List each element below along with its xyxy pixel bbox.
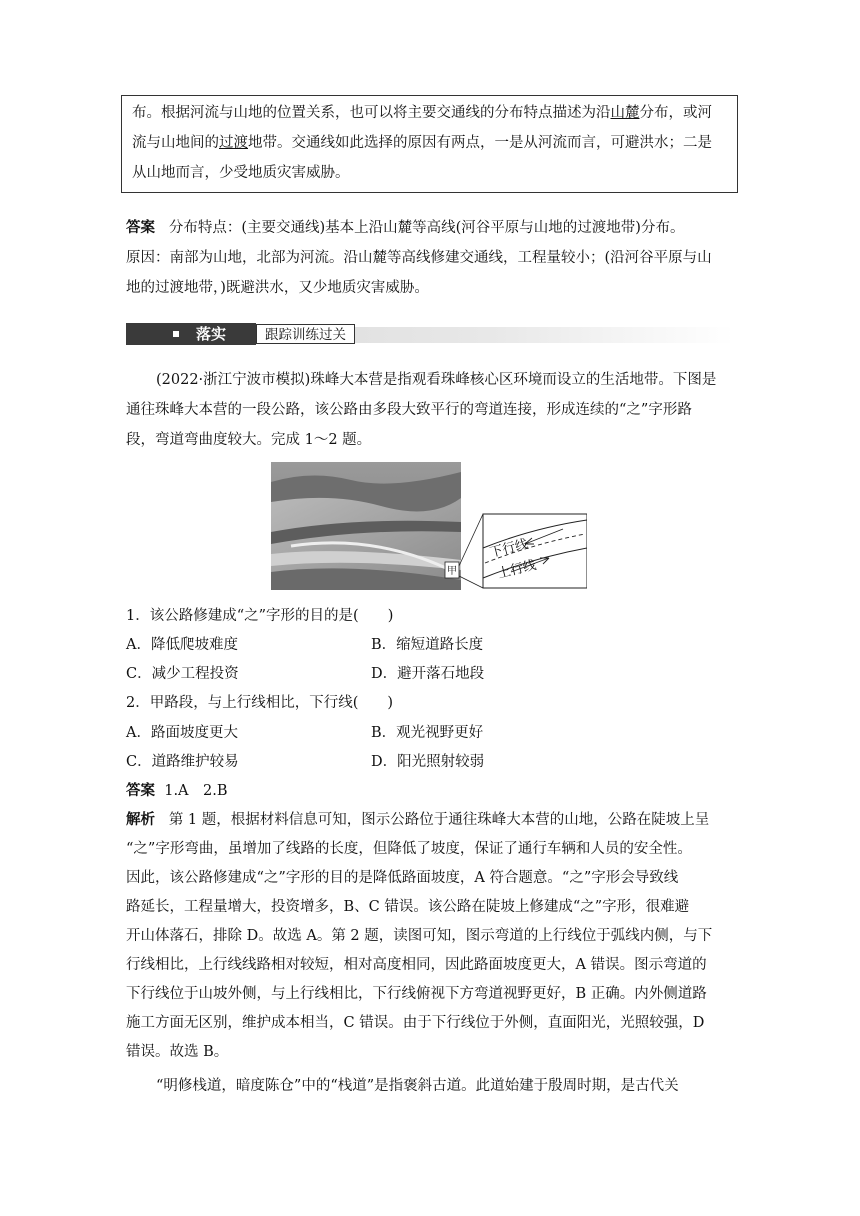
analysis-line: 路延长，工程量增大，投资增多，B、C 错误。该公路在陡坡上修建成“之”字形，很难避 [126, 899, 690, 915]
analysis-line: “之”字形弯曲，虽增加了线路的长度，但降低了坡度，保证了通行车辆和人员的安全性。 [126, 841, 692, 857]
answer-line-3: 地的过渡地带，)既避洪水，又少地质灾害威胁。 [126, 280, 429, 296]
q2-option-b: B．观光视野更好 [371, 725, 484, 741]
q1-option-d: D．避开落石地段 [371, 666, 485, 682]
analysis-line: 因此，该公路修建成“之”字形的目的是降低路面坡度，A 符合题意。“之”字形会导致线 [126, 870, 679, 886]
leader-line [459, 514, 483, 566]
question-2-stem: 2．甲路段，与上行线相比，下行线( ) [126, 695, 394, 711]
box-line-3: 从山地而言，少受地质灾害威胁。 [132, 165, 350, 181]
underlined-term: 过渡 [219, 135, 248, 151]
banner-title-block [126, 323, 256, 345]
box-line-1: 布。根据河流与山地的位置关系，也可以将主要交通线的分布特点描述为沿山麓分布，或河 [132, 105, 712, 121]
underlined-term: 山麓 [610, 105, 640, 121]
leader-line [459, 576, 483, 588]
section-banner [126, 323, 734, 347]
q1-option-c: C．减少工程投资 [126, 666, 239, 682]
question-1-stem: 1．该公路修建成“之”字形的目的是( ) [126, 608, 394, 624]
road-figure-svg [271, 462, 587, 590]
analysis-line: 开山体落石，排除 D。故选 A。第 2 题，读图可知，图示弯道的上行线位于弧线内侧，与下 [126, 928, 713, 944]
up-line-label: 上行线 [496, 557, 538, 582]
answer-label: 答案 [126, 782, 155, 799]
banner-subtitle: 跟踪训练过关 [256, 324, 355, 344]
analysis-line: 下行线位于山坡外侧，与上行线相比，下行线俯视下方弯道视野更好，B 正确。内外侧道路 [126, 986, 707, 1002]
analysis-line: 施工方面无区别，维护成本相当，C 错误。由于下行线位于外侧，直面阳光，光照较强，D [126, 1015, 705, 1031]
point-label: 甲 [447, 566, 457, 577]
road-figure [271, 462, 587, 590]
box-line-2: 流与山地间的过渡地带。交通线如此选择的原因有两点，一是从河流而言，可避洪水；二是 [132, 135, 712, 151]
answer-line-2: 原因：南部为山地，北部为河流。沿山麓等高线修建交通线，工程量较小；(沿河谷平原与山 [126, 250, 712, 266]
analysis-line: 错误。故选 B。 [126, 1044, 229, 1060]
answer-label: 答案 [126, 219, 155, 236]
closing-line-1: “明修栈道，暗度陈仓”中的“栈道”是指褒斜古道。此道始建于殷周时期，是古代关 [156, 1078, 679, 1094]
intro-line-3: 段，弯道弯曲度较大。完成 1～2 题。 [126, 432, 372, 448]
explanation-box [121, 95, 738, 193]
analysis-label: 解析 [126, 811, 155, 828]
answer-2 [126, 780, 228, 802]
square-bullet-icon [173, 331, 179, 337]
down-line-label: 下行线 [488, 536, 530, 561]
answer-line-1: 答案 分布特点：(主要交通线)基本上沿山麓等高线(河谷平原与山地的过渡地带)分布。 [126, 219, 685, 236]
q1-option-a: A．降低爬坡难度 [126, 637, 238, 653]
analysis-line: 行线相比，上行线线路相对较短，相对高度相同，因此路面坡度更大，A 错误。图示弯道的 [126, 957, 707, 973]
q2-option-c: C．道路维护较易 [126, 754, 239, 770]
intro-line-2: 通往珠峰大本营的一段公路，该公路由多段大致平行的弯道连接，形成连续的“之”字形路 [126, 402, 692, 418]
q1-option-b: B．缩短道路长度 [371, 637, 484, 653]
analysis-line-1: 解析 第 1 题，根据材料信息可知，图示公路位于通往珠峰大本营的山地，公路在陡坡上呈 [126, 811, 710, 828]
q2-option-a: A．路面坡度更大 [126, 725, 238, 741]
answer-value: 1.A 2.B [164, 783, 228, 799]
banner-title: 落实 [196, 325, 227, 343]
photo [271, 462, 461, 590]
intro-line-1: (2022·浙江宁波市模拟)珠峰大本营是指观看珠峰核心区环境而设立的生活地带。下图是 [156, 372, 717, 388]
q2-option-d: D．阳光照射较弱 [371, 754, 485, 770]
